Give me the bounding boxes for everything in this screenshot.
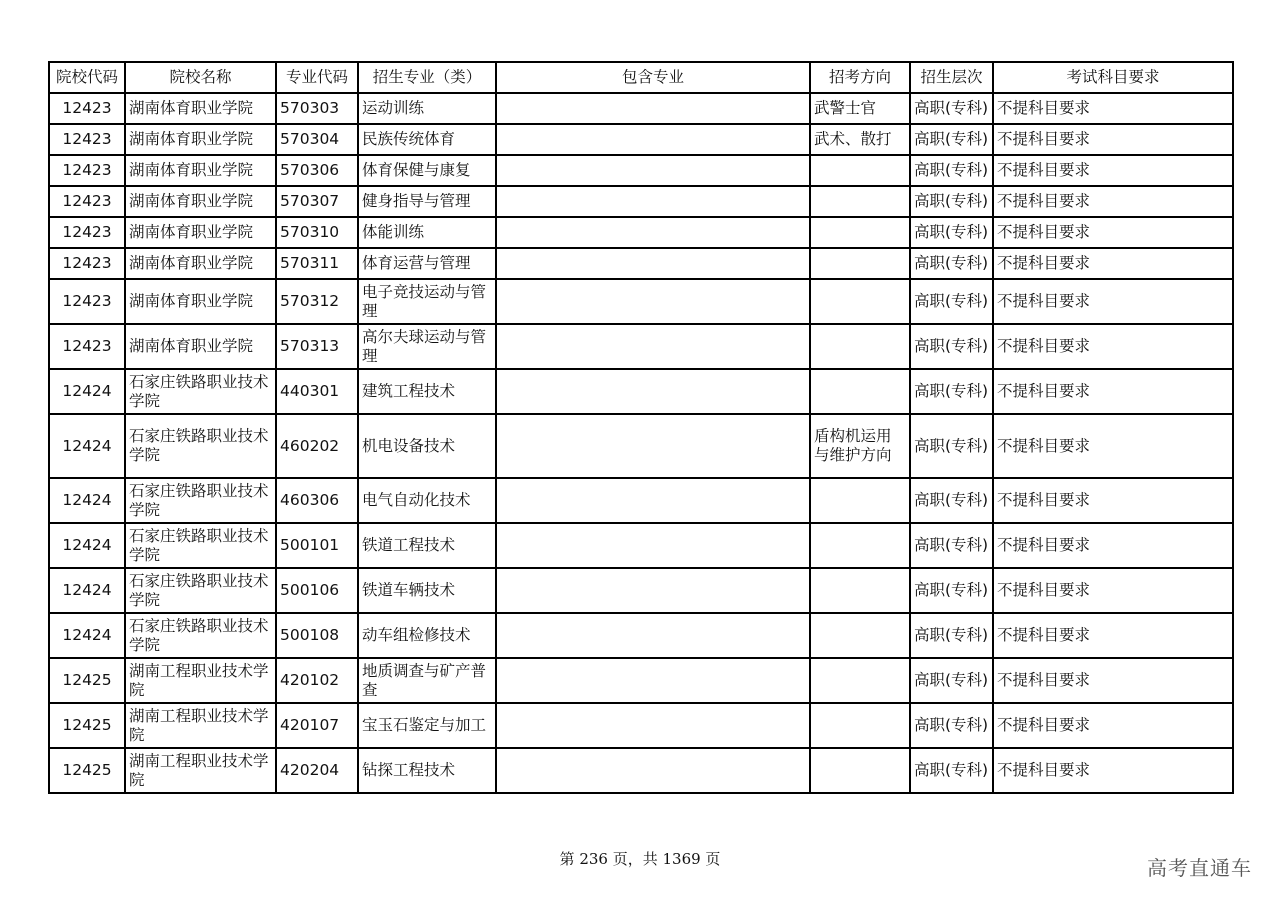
cell-direction	[810, 748, 910, 793]
admissions-table	[48, 61, 1234, 794]
table-row	[49, 568, 1233, 613]
table-row	[49, 658, 1233, 703]
cell-included-majors	[496, 217, 810, 248]
header-major-code: 专业代码	[276, 62, 358, 93]
table-row	[49, 248, 1233, 279]
cell-level: 高职(专科)	[910, 369, 993, 414]
cell-major: 动车组检修技术	[358, 613, 496, 658]
cell-level: 高职(专科)	[910, 124, 993, 155]
cell-major-code: 570303	[276, 93, 358, 124]
cell-school-code: 12424	[49, 613, 125, 658]
cell-major: 建筑工程技术	[358, 369, 496, 414]
cell-major: 铁道车辆技术	[358, 568, 496, 613]
cell-major-code: 570304	[276, 124, 358, 155]
cell-school-name: 石家庄铁路职业技术学院	[125, 613, 276, 658]
cell-major-code: 500101	[276, 523, 358, 568]
cell-major: 高尔夫球运动与管理	[358, 324, 496, 369]
cell-level: 高职(专科)	[910, 478, 993, 523]
cell-included-majors	[496, 658, 810, 703]
cell-level: 高职(专科)	[910, 414, 993, 478]
table-header-row	[49, 62, 1233, 93]
cell-school-name: 湖南体育职业学院	[125, 186, 276, 217]
cell-included-majors	[496, 369, 810, 414]
cell-school-code: 12423	[49, 279, 125, 324]
cell-major: 钻探工程技术	[358, 748, 496, 793]
table-row	[49, 93, 1233, 124]
header-direction: 招考方向	[810, 62, 910, 93]
cell-direction	[810, 324, 910, 369]
cell-direction	[810, 248, 910, 279]
cell-school-code: 12423	[49, 217, 125, 248]
cell-major-code: 440301	[276, 369, 358, 414]
cell-level: 高职(专科)	[910, 568, 993, 613]
cell-school-name: 石家庄铁路职业技术学院	[125, 414, 276, 478]
cell-requirement: 不提科目要求	[993, 369, 1233, 414]
cell-requirement: 不提科目要求	[993, 568, 1233, 613]
cell-school-code: 12424	[49, 523, 125, 568]
cell-direction	[810, 478, 910, 523]
cell-direction: 武术、散打	[810, 124, 910, 155]
header-school-code: 院校代码	[49, 62, 125, 93]
table-row	[49, 748, 1233, 793]
cell-included-majors	[496, 324, 810, 369]
cell-direction	[810, 279, 910, 324]
cell-level: 高职(专科)	[910, 523, 993, 568]
cell-school-name: 石家庄铁路职业技术学院	[125, 523, 276, 568]
cell-school-name: 湖南体育职业学院	[125, 93, 276, 124]
cell-requirement: 不提科目要求	[993, 248, 1233, 279]
cell-included-majors	[496, 478, 810, 523]
cell-included-majors	[496, 748, 810, 793]
cell-requirement: 不提科目要求	[993, 324, 1233, 369]
cell-school-code: 12423	[49, 324, 125, 369]
cell-major-code: 460202	[276, 414, 358, 478]
cell-included-majors	[496, 155, 810, 186]
cell-school-code: 12424	[49, 568, 125, 613]
cell-major-code: 570306	[276, 155, 358, 186]
cell-major: 健身指导与管理	[358, 186, 496, 217]
cell-requirement: 不提科目要求	[993, 279, 1233, 324]
cell-direction	[810, 568, 910, 613]
header-included-majors: 包含专业	[496, 62, 810, 93]
cell-level: 高职(专科)	[910, 324, 993, 369]
cell-school-code: 12423	[49, 248, 125, 279]
cell-direction	[810, 523, 910, 568]
header-major: 招生专业（类）	[358, 62, 496, 93]
cell-requirement: 不提科目要求	[993, 155, 1233, 186]
cell-major: 铁道工程技术	[358, 523, 496, 568]
cell-major-code: 420102	[276, 658, 358, 703]
cell-direction	[810, 186, 910, 217]
cell-major-code: 500108	[276, 613, 358, 658]
cell-included-majors	[496, 613, 810, 658]
cell-requirement: 不提科目要求	[993, 748, 1233, 793]
watermark-logo-text: 高考直通车	[1147, 856, 1252, 880]
cell-major-code: 570313	[276, 324, 358, 369]
cell-included-majors	[496, 414, 810, 478]
cell-school-name: 湖南体育职业学院	[125, 279, 276, 324]
cell-major: 民族传统体育	[358, 124, 496, 155]
cell-direction	[810, 658, 910, 703]
cell-school-code: 12424	[49, 414, 125, 478]
cell-school-name: 石家庄铁路职业技术学院	[125, 478, 276, 523]
cell-school-name: 石家庄铁路职业技术学院	[125, 568, 276, 613]
cell-major-code: 420107	[276, 703, 358, 748]
header-level: 招生层次	[910, 62, 993, 93]
cell-level: 高职(专科)	[910, 217, 993, 248]
cell-level: 高职(专科)	[910, 613, 993, 658]
cell-direction	[810, 613, 910, 658]
cell-school-code: 12423	[49, 93, 125, 124]
cell-requirement: 不提科目要求	[993, 186, 1233, 217]
cell-direction	[810, 155, 910, 186]
table-row	[49, 279, 1233, 324]
cell-major-code: 570310	[276, 217, 358, 248]
cell-major: 宝玉石鉴定与加工	[358, 703, 496, 748]
cell-school-name: 石家庄铁路职业技术学院	[125, 369, 276, 414]
cell-school-name: 湖南体育职业学院	[125, 124, 276, 155]
cell-major: 电气自动化技术	[358, 478, 496, 523]
cell-requirement: 不提科目要求	[993, 478, 1233, 523]
cell-level: 高职(专科)	[910, 93, 993, 124]
table-row	[49, 703, 1233, 748]
cell-direction: 武警士官	[810, 93, 910, 124]
cell-level: 高职(专科)	[910, 658, 993, 703]
cell-direction: 盾构机运用与维护方向	[810, 414, 910, 478]
cell-included-majors	[496, 124, 810, 155]
cell-major: 电子竞技运动与管理	[358, 279, 496, 324]
cell-school-code: 12423	[49, 155, 125, 186]
cell-level: 高职(专科)	[910, 703, 993, 748]
cell-requirement: 不提科目要求	[993, 658, 1233, 703]
cell-major: 机电设备技术	[358, 414, 496, 478]
cell-level: 高职(专科)	[910, 248, 993, 279]
cell-school-name: 湖南体育职业学院	[125, 155, 276, 186]
header-requirement: 考试科目要求	[993, 62, 1233, 93]
cell-school-code: 12424	[49, 478, 125, 523]
cell-school-code: 12423	[49, 124, 125, 155]
cell-school-name: 湖南工程职业技术学院	[125, 748, 276, 793]
cell-major: 体能训练	[358, 217, 496, 248]
cell-included-majors	[496, 568, 810, 613]
cell-major-code: 460306	[276, 478, 358, 523]
cell-level: 高职(专科)	[910, 279, 993, 324]
cell-requirement: 不提科目要求	[993, 217, 1233, 248]
cell-major: 体育运营与管理	[358, 248, 496, 279]
cell-included-majors	[496, 93, 810, 124]
cell-major: 体育保健与康复	[358, 155, 496, 186]
table-row	[49, 478, 1233, 523]
cell-major-code: 570311	[276, 248, 358, 279]
cell-school-code: 12425	[49, 658, 125, 703]
cell-school-code: 12425	[49, 703, 125, 748]
table-row	[49, 155, 1233, 186]
cell-major: 运动训练	[358, 93, 496, 124]
page-indicator: 第 236 页，共 1369 页	[559, 850, 721, 868]
cell-school-code: 12423	[49, 186, 125, 217]
cell-major-code: 420204	[276, 748, 358, 793]
table-row	[49, 324, 1233, 369]
cell-major-code: 570307	[276, 186, 358, 217]
cell-school-name: 湖南工程职业技术学院	[125, 658, 276, 703]
cell-included-majors	[496, 186, 810, 217]
cell-school-code: 12425	[49, 748, 125, 793]
cell-major-code: 570312	[276, 279, 358, 324]
table-row	[49, 369, 1233, 414]
cell-school-name: 湖南体育职业学院	[125, 324, 276, 369]
cell-requirement: 不提科目要求	[993, 703, 1233, 748]
cell-direction	[810, 217, 910, 248]
cell-included-majors	[496, 279, 810, 324]
cell-major: 地质调查与矿产普查	[358, 658, 496, 703]
cell-major-code: 500106	[276, 568, 358, 613]
cell-level: 高职(专科)	[910, 155, 993, 186]
cell-school-name: 湖南体育职业学院	[125, 217, 276, 248]
table-row	[49, 124, 1233, 155]
table-row	[49, 613, 1233, 658]
table-row	[49, 186, 1233, 217]
table-row	[49, 523, 1233, 568]
cell-level: 高职(专科)	[910, 186, 993, 217]
table-row	[49, 217, 1233, 248]
cell-included-majors	[496, 523, 810, 568]
cell-included-majors	[496, 248, 810, 279]
cell-requirement: 不提科目要求	[993, 124, 1233, 155]
header-school-name: 院校名称	[125, 62, 276, 93]
cell-school-name: 湖南体育职业学院	[125, 248, 276, 279]
cell-school-code: 12424	[49, 369, 125, 414]
cell-requirement: 不提科目要求	[993, 523, 1233, 568]
cell-requirement: 不提科目要求	[993, 414, 1233, 478]
cell-included-majors	[496, 703, 810, 748]
cell-direction	[810, 703, 910, 748]
cell-school-name: 湖南工程职业技术学院	[125, 703, 276, 748]
cell-level: 高职(专科)	[910, 748, 993, 793]
cell-requirement: 不提科目要求	[993, 613, 1233, 658]
table-row	[49, 414, 1233, 478]
cell-requirement: 不提科目要求	[993, 93, 1233, 124]
cell-direction	[810, 369, 910, 414]
